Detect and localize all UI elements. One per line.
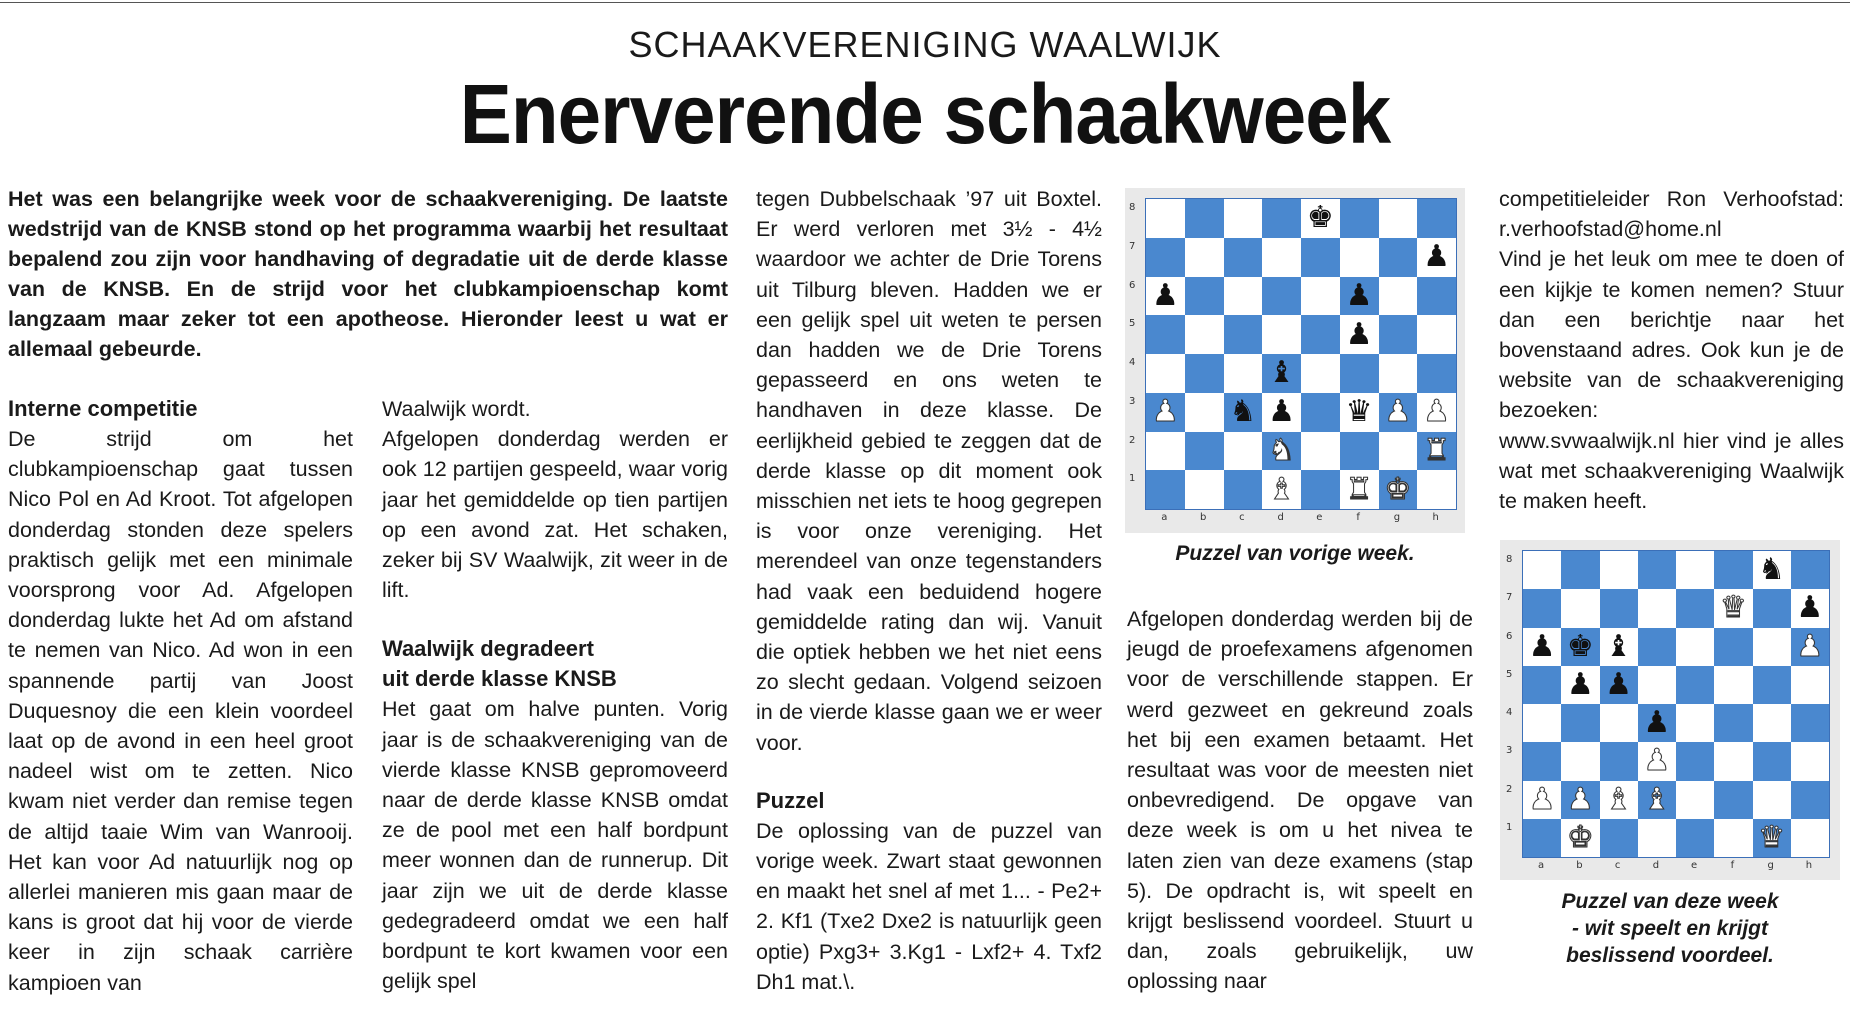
- rank-label: 4: [1129, 357, 1136, 368]
- file-label: f: [1730, 860, 1735, 871]
- board-square: [1224, 277, 1263, 316]
- board-square: [1753, 551, 1791, 589]
- board-square: [1224, 315, 1263, 354]
- black-pawn-icon: ♟: [1605, 666, 1633, 702]
- white-pawn-icon: ♟: [1528, 781, 1556, 817]
- board-square: [1146, 315, 1185, 354]
- paragraph: Vind je het leuk om mee te doen of een kijkje te komen nemen? Stuur dan een berichtje naar het bovenstaand adres. Ook kun je de website van de schaakvereniging bezoeken:: [1499, 247, 1844, 423]
- black-knight-icon: ♞: [1758, 552, 1786, 588]
- black-pawn-icon: ♟: [1151, 277, 1179, 313]
- paragraph: Afgelopen donderdag werden bij de jeugd de proefexamens afgenomen voor de verschillende stappen. Er werd gezweet en gekreund zoals het bij een examen betaamt. Het resultaat was voor de meesten niet onbevredigend. De opgave van deze week is om u het nivea te laten zien van deze examens (stap 5). De opdracht is, wit speelt en krijgt beslissend voordeel. Stuurt u dan, zoals gebruikelijk, uw oplossing naar: [1127, 607, 1473, 994]
- board-square: [1146, 393, 1185, 432]
- board-square: [1301, 354, 1340, 393]
- board-square: [1714, 704, 1752, 742]
- board-square: [1561, 551, 1599, 589]
- board-square: [1791, 589, 1829, 627]
- column-5: [1499, 184, 1844, 516]
- file-label: b: [1576, 860, 1583, 871]
- board-square: [1224, 199, 1263, 238]
- board-square: [1417, 199, 1456, 238]
- board-square: [1185, 432, 1224, 471]
- board-square: [1224, 238, 1263, 277]
- board-square: [1523, 551, 1561, 589]
- board-square: [1791, 742, 1829, 780]
- board-square: [1185, 470, 1224, 509]
- column-3: [756, 184, 1102, 997]
- board-square: [1417, 238, 1456, 277]
- board-square: [1379, 277, 1418, 316]
- board-square: [1379, 238, 1418, 277]
- board-square: [1600, 666, 1638, 704]
- rank-labels: [1506, 550, 1512, 856]
- chess-board: [1145, 198, 1457, 510]
- board-square: [1262, 277, 1301, 316]
- board-square: [1753, 819, 1791, 857]
- black-pawn-icon: ♟: [1796, 590, 1824, 626]
- board-square: [1379, 199, 1418, 238]
- board-square: [1417, 470, 1456, 509]
- section-heading-degradeert: [382, 634, 728, 694]
- heading-line: Waalwijk degradeert: [382, 636, 594, 662]
- board-square: [1600, 781, 1638, 819]
- board-square: [1600, 819, 1638, 857]
- board-square: [1561, 819, 1599, 857]
- board-square: [1523, 666, 1561, 704]
- board-square: [1146, 470, 1185, 509]
- rank-label: 3: [1129, 395, 1136, 407]
- kicker: SCHAAKVERENIGING WAALWIJK: [628, 24, 1222, 65]
- white-queen-icon: ♛: [1758, 819, 1786, 855]
- rank-label: 6: [1129, 279, 1136, 291]
- white-pawn-icon: ♟: [1643, 743, 1671, 779]
- file-label: f: [1356, 512, 1360, 523]
- paragraph: Het gaat om halve punten. Vorig jaar is de schaakvereniging van de vierde klasse KNSB gepromoveerd naar de derde klasse KNSB omdat ze de pool met een half bordpunt meer wonnen dan de runnerup. Dit jaar zijn we uit de derde klasse gedegradeerd omdat we een half bordpunt te kort kwamen voor een gelijk spel: [382, 697, 728, 994]
- rank-label: 6: [1506, 630, 1513, 642]
- caption-line: - wit speelt en krijgt: [1571, 917, 1769, 940]
- white-pawn-icon: ♟: [1566, 781, 1594, 817]
- board-square: [1753, 781, 1791, 819]
- file-label: b: [1199, 512, 1207, 523]
- board-square: [1262, 199, 1301, 238]
- caption-this-week: [1500, 888, 1840, 969]
- board-square: [1600, 742, 1638, 780]
- board-square: [1638, 666, 1676, 704]
- white-knight-icon: ♞: [1268, 432, 1296, 468]
- board-square: [1379, 432, 1418, 471]
- board-square: [1791, 628, 1829, 666]
- black-pawn-icon: ♟: [1268, 394, 1296, 430]
- board-square: [1638, 742, 1676, 780]
- board-square: [1753, 704, 1791, 742]
- board-square: [1417, 315, 1456, 354]
- board-square: [1638, 628, 1676, 666]
- board-square: [1753, 589, 1791, 627]
- board-square: [1224, 354, 1263, 393]
- board-square: [1262, 354, 1301, 393]
- board-square: [1417, 432, 1456, 471]
- column-2: [382, 394, 728, 996]
- board-square: [1561, 589, 1599, 627]
- black-king-icon: ♚: [1566, 628, 1594, 664]
- board-square: [1638, 551, 1676, 589]
- board-square: [1791, 704, 1829, 742]
- board-square: [1791, 781, 1829, 819]
- file-label: d: [1652, 860, 1660, 871]
- board-square: [1340, 470, 1379, 509]
- board-square: [1146, 277, 1185, 316]
- caption-line: beslissend voordeel.: [1566, 944, 1774, 967]
- rank-label: 3: [1506, 745, 1513, 757]
- board-square: [1340, 277, 1379, 316]
- rank-label: 5: [1506, 668, 1513, 680]
- board-square: [1791, 551, 1829, 589]
- black-pawn-icon: ♟: [1643, 705, 1671, 741]
- board-square: [1185, 315, 1224, 354]
- top-rule: [0, 2, 1850, 3]
- headline: Enerverende schaakweek: [459, 67, 1391, 161]
- black-queen-icon: ♛: [1345, 394, 1373, 430]
- board-square: [1523, 704, 1561, 742]
- board-square: [1638, 781, 1676, 819]
- board-square: [1379, 354, 1418, 393]
- board-square: [1561, 666, 1599, 704]
- white-king-icon: ♚: [1566, 819, 1594, 855]
- board-square: [1340, 199, 1379, 238]
- board-square: [1224, 393, 1263, 432]
- file-label: g: [1393, 512, 1401, 523]
- board-square: [1185, 238, 1224, 277]
- white-pawn-icon: ♟: [1423, 394, 1451, 430]
- board-square: [1791, 819, 1829, 857]
- lead-paragraph: Het was een belangrijke week voor de schaakvereniging. De laatste wedstrijd van de KNSB stond op het programma waarbij het resultaat bepalend zou zijn voor handhaving of degradatie uit de derde klasse van de KNSB. En de strijd voor het clubkampioenschap komt langzaam maar zeker tot een apotheose. Hieronder leest u wat er allemaal gebeurde.: [8, 187, 728, 361]
- board-square: [1379, 315, 1418, 354]
- white-rook-icon: ♜: [1423, 432, 1451, 468]
- board-square: [1714, 666, 1752, 704]
- board-square: [1262, 432, 1301, 471]
- board-square: [1185, 199, 1224, 238]
- board-square: [1600, 551, 1638, 589]
- file-label: d: [1277, 512, 1284, 523]
- paragraph: Afgelopen donderdag werden er ook 12 partijen gespeeld, waar vorig jaar het gemiddelde op tien partijen op een avond zat. Het schaken, zeker bij SV Waalwijk, zit weer in de lift.: [382, 427, 728, 603]
- board-square: [1262, 238, 1301, 277]
- board-square: [1676, 551, 1714, 589]
- board-square: [1753, 742, 1791, 780]
- file-label: g: [1767, 860, 1774, 871]
- rank-label: 8: [1129, 202, 1136, 213]
- paragraph: De oplossing van de puzzel van vorige week. Zwart staat gewonnen en maakt het snel af met 1... - Pe2+ 2. Kf1 (Txe2 Dxe2 is natuurlijk geen optie) Pxg3+ 3.Kg1 - Lxf2+ 4. Txf2 Dh1 mat.\.: [756, 818, 1102, 994]
- file-labels: [1145, 512, 1455, 523]
- board-square: [1262, 470, 1301, 509]
- board-square: [1146, 238, 1185, 277]
- paragraph: De strijd om het clubkampioenschap gaat tussen Nico Pol en Ad Kroot. Tot afgelopen donderdag stonden deze spelers praktisch gelijk met een minimale voorsprong voor Ad. Afgelopen donderdag lukte het Ad om afstand te nemen van Nico. Ad won in een spannende partij van Joost Duquesnoy die een klein voordeel laat op de avond in een heel groot nadeel wist om te zetten. Nico kwam niet verder dan remise tegen de altijd taaie Wim van Wanrooij. Het kan voor Ad natuurlijk nog op allerlei manieren mis gaan maar de kans is groot dat hij voor de vierde keer in zijn schaak carrière kampioen van: [8, 427, 353, 995]
- board-square: [1561, 781, 1599, 819]
- board-square: [1417, 277, 1456, 316]
- board-square: [1224, 470, 1263, 509]
- board-square: [1753, 628, 1791, 666]
- board-square: [1185, 354, 1224, 393]
- black-pawn-icon: ♟: [1423, 239, 1451, 275]
- caption-last-week: Puzzel van vorige week.: [1175, 542, 1415, 565]
- board-square: [1523, 628, 1561, 666]
- board-square: [1301, 315, 1340, 354]
- board-square: [1224, 432, 1263, 471]
- board-square: [1714, 819, 1752, 857]
- board-square: [1714, 742, 1752, 780]
- board-square: [1676, 628, 1714, 666]
- board-square: [1676, 742, 1714, 780]
- board-square: [1417, 354, 1456, 393]
- board-square: [1340, 393, 1379, 432]
- board-square: [1185, 393, 1224, 432]
- rank-label: 1: [1129, 473, 1136, 485]
- board-square: [1301, 199, 1340, 238]
- paragraph: competitieleider Ron Verhoofstad: r.verhoofstad@home.nl: [1499, 187, 1844, 242]
- file-label: c: [1614, 860, 1621, 871]
- board-square: [1146, 354, 1185, 393]
- board-square: [1791, 666, 1829, 704]
- board-square: [1417, 393, 1456, 432]
- file-label: a: [1538, 860, 1545, 871]
- black-knight-icon: ♞: [1229, 394, 1257, 430]
- white-queen-icon: ♛: [1719, 590, 1747, 626]
- black-bishop-icon: ♝: [1605, 628, 1633, 664]
- board-square: [1340, 354, 1379, 393]
- board-square: [1340, 315, 1379, 354]
- white-pawn-icon: ♟: [1796, 628, 1824, 664]
- board-square: [1676, 819, 1714, 857]
- board-square: [1523, 742, 1561, 780]
- file-label: e: [1316, 512, 1323, 523]
- board-square: [1340, 238, 1379, 277]
- board-square: [1676, 666, 1714, 704]
- board-square: [1561, 628, 1599, 666]
- white-king-icon: ♚: [1384, 471, 1412, 507]
- white-bishop-icon: ♝: [1605, 781, 1633, 817]
- rank-label: 7: [1129, 240, 1136, 252]
- heading-line: uit derde klasse KNSB: [382, 666, 617, 692]
- paragraph: Waalwijk wordt.: [382, 397, 531, 421]
- white-rook-icon: ♜: [1345, 471, 1373, 507]
- board-square: [1753, 666, 1791, 704]
- paragraph: tegen Dubbelschaak ’97 uit Boxtel. Er werd verloren met 3½ - 4½ waardoor we achter de Drie Torens uit Tilburg bleven. Hadden we er een gelijk spel uit weten te persen dan hadden we de Drie Torens gepasseerd en ons weten te handhaven in deze klasse. De eerlijkheid gebied te zeggen dat de derde klasse op dit moment ook misschien net iets te hoog gegrepen is voor onze vereniging. Het merendeel van onze tegenstanders had vaak een beduidend hogere gemiddelde rating dan wij. Vanuit die optiek hebben we het niet eens zo slecht gedaan. Volgend seizoen in de vierde klasse gaan we er weer voor.: [756, 187, 1102, 755]
- board-square: [1676, 781, 1714, 819]
- board-square: [1379, 393, 1418, 432]
- file-label: c: [1239, 512, 1245, 523]
- white-pawn-icon: ♟: [1151, 394, 1179, 430]
- column-1: [8, 394, 353, 998]
- file-label: h: [1805, 860, 1813, 871]
- board-square: [1301, 470, 1340, 509]
- rank-labels: [1129, 198, 1135, 508]
- white-bishop-icon: ♝: [1643, 781, 1671, 817]
- paragraph: www.svwaalwijk.nl hier vind je alles wat met schaakvereniging Waalwijk te maken heeft.: [1499, 428, 1844, 514]
- black-king-icon: ♚: [1306, 200, 1334, 236]
- rank-label: 4: [1506, 707, 1513, 718]
- file-label: e: [1691, 860, 1698, 871]
- board-square: [1714, 781, 1752, 819]
- white-bishop-icon: ♝: [1268, 471, 1296, 507]
- board-square: [1714, 551, 1752, 589]
- black-pawn-icon: ♟: [1566, 666, 1594, 702]
- rank-label: 2: [1506, 783, 1513, 795]
- section-heading-interne-competitie: Interne competitie: [8, 396, 198, 421]
- file-label: h: [1432, 512, 1439, 523]
- white-pawn-icon: ♟: [1384, 394, 1412, 430]
- board-square: [1185, 277, 1224, 316]
- board-square: [1301, 432, 1340, 471]
- board-square: [1638, 589, 1676, 627]
- board-square: [1301, 393, 1340, 432]
- board-square: [1523, 819, 1561, 857]
- board-square: [1523, 589, 1561, 627]
- chess-diagram-this-week: [1500, 540, 1840, 880]
- board-square: [1301, 277, 1340, 316]
- black-pawn-icon: ♟: [1528, 628, 1556, 664]
- board-square: [1262, 315, 1301, 354]
- board-square: [1714, 628, 1752, 666]
- board-square: [1600, 589, 1638, 627]
- board-square: [1638, 819, 1676, 857]
- caption-line: Puzzel van deze week: [1561, 890, 1779, 913]
- rank-label: 2: [1129, 434, 1136, 446]
- rank-label: 7: [1506, 592, 1513, 604]
- board-square: [1146, 199, 1185, 238]
- file-label: a: [1161, 512, 1168, 523]
- board-square: [1714, 589, 1752, 627]
- board-square: [1379, 470, 1418, 509]
- board-square: [1561, 742, 1599, 780]
- rank-label: 5: [1129, 318, 1136, 330]
- section-heading-puzzel: Puzzel: [756, 787, 825, 813]
- board-square: [1340, 432, 1379, 471]
- rank-label: 1: [1506, 821, 1513, 833]
- board-square: [1146, 432, 1185, 471]
- board-square: [1600, 628, 1638, 666]
- file-labels: [1522, 860, 1828, 871]
- black-pawn-icon: ♟: [1345, 277, 1373, 313]
- board-square: [1523, 781, 1561, 819]
- chess-board: [1522, 550, 1830, 858]
- board-square: [1676, 704, 1714, 742]
- board-square: [1676, 589, 1714, 627]
- black-bishop-icon: ♝: [1268, 355, 1296, 391]
- chess-diagram-last-week: [1125, 188, 1465, 533]
- board-square: [1262, 393, 1301, 432]
- black-pawn-icon: ♟: [1345, 316, 1373, 352]
- board-square: [1561, 704, 1599, 742]
- board-square: [1301, 238, 1340, 277]
- rank-label: 8: [1506, 554, 1513, 565]
- board-square: [1638, 704, 1676, 742]
- board-square: [1600, 704, 1638, 742]
- column-4: [1127, 604, 1473, 997]
